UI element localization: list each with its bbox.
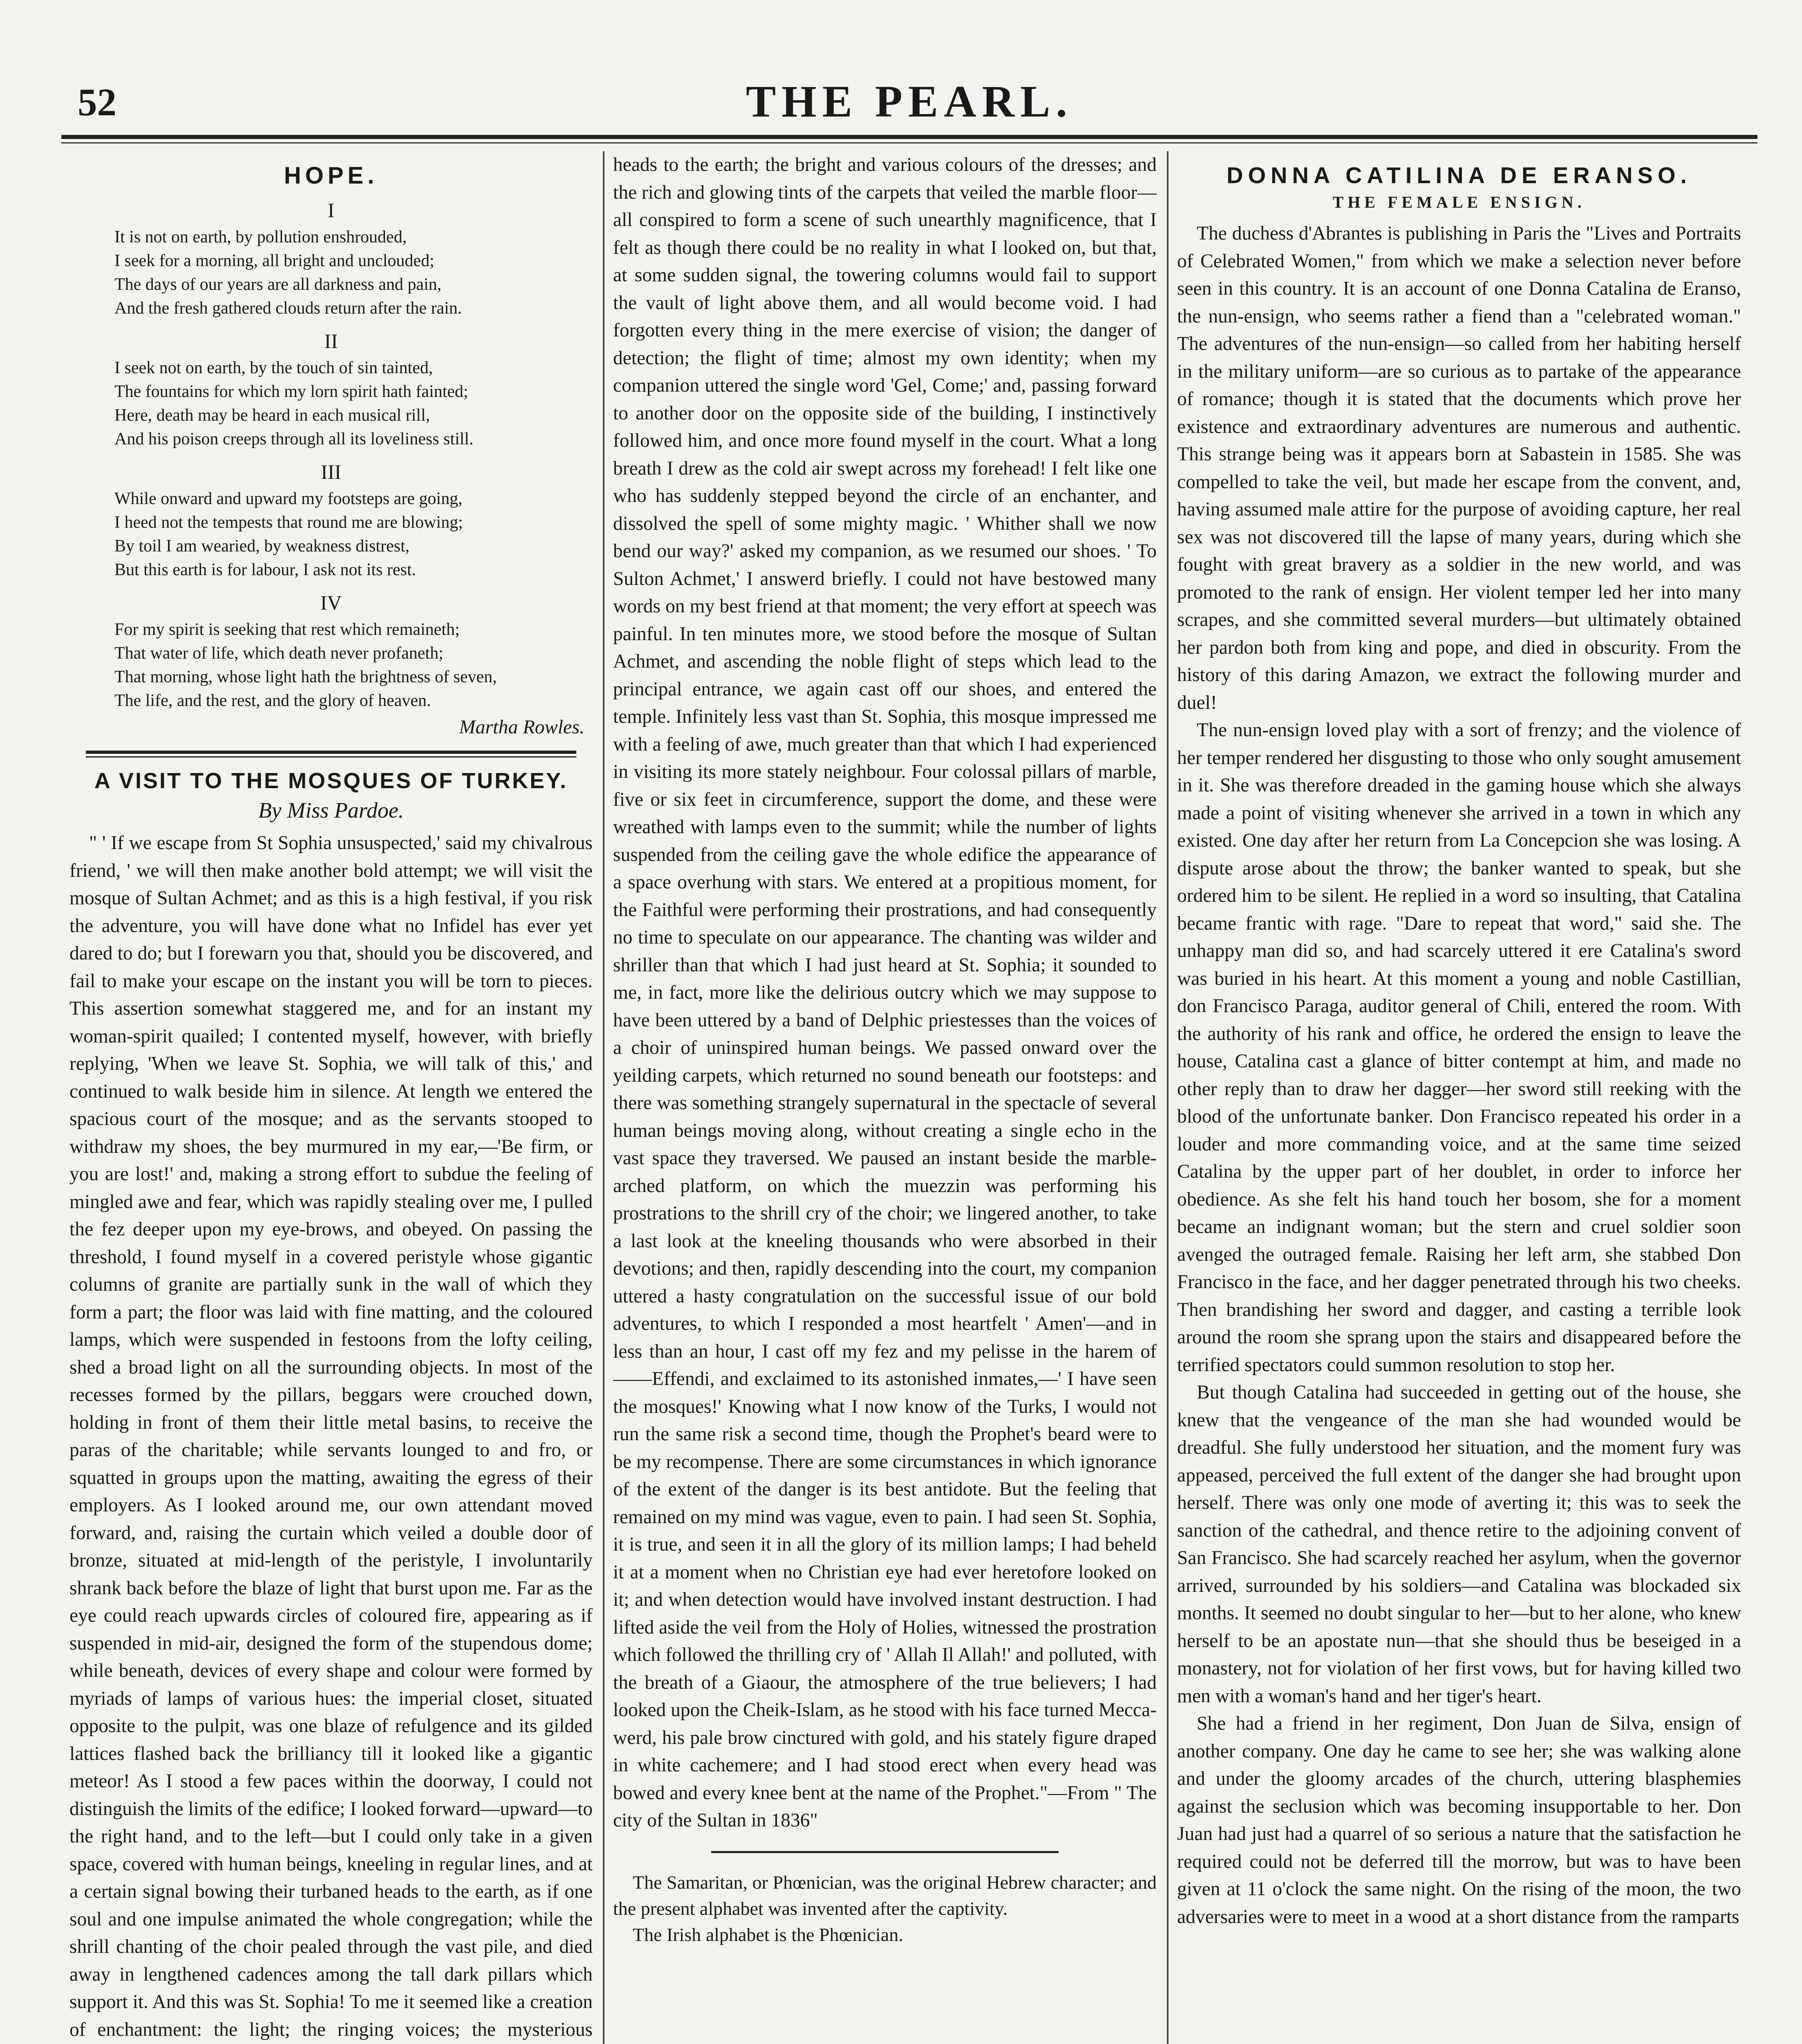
verse-line: And the fresh gathered clouds return after the rain.: [114, 299, 462, 318]
verse-line: But this earth is for labour, I ask not its rest.: [114, 560, 416, 579]
verse-line: While onward and upward my footsteps are going,: [114, 489, 463, 508]
verse-line: I heed not the tempests that round me are blowing;: [114, 513, 463, 532]
verse-line: That morning, whose light hath the brightness of seven,: [114, 668, 497, 686]
poem-title: HOPE.: [284, 162, 378, 189]
stanza-numeral: IV: [320, 591, 342, 614]
section-rule: [86, 751, 576, 754]
column-2: [613, 151, 1157, 2044]
article-byline: By Miss Pardoe.: [258, 798, 404, 823]
article-body: She had a friend in her regiment, Don Juan de Silva, ensign of another company. One day he came to see her; she was walking alone and under the gloomy arcades of the church, uttering blasphemies against the seclusion which was becoming insupportable to her. Don Juan had just had a quarrel of so serious a nature that the satisfaction he required could not be deferred till the morrow, but was to have been given at 11 o'clock the same night. On the rising of the moon, the two adversaries were to meet in a wood at a short distance from the ramparts: [1177, 1713, 1741, 1927]
verse-line: The life, and the rest, and the glory of heaven.: [114, 691, 431, 710]
stanza-numeral: III: [321, 460, 341, 483]
stanza: [69, 225, 593, 320]
verse-line: The fountains for which my lorn spirit hath fainted;: [114, 382, 468, 401]
header-rule-thin: [61, 142, 1757, 143]
stanza: [69, 356, 593, 451]
section-rule: [711, 1851, 1059, 1853]
article-body: The nun-ensign loved play with a sort of frenzy; and the violence of her temper rendered her disgusting to those who only sought amusement in it. She was therefore dreaded in the gaming house which she always made a point of visiting whenever she arrived in a town in which any existed. One day after her return from La Concepcion she was losing. A dispute arose about the throw; the banker wanted to speak, but she ordered him to be silent. He replied in a word so insulting, that Catalina became frantic with rage. "Dare to repeat that word," said she. The unhappy man did so, and had scarcely uttered it ere Catalina's sword was buried in his heart. At this moment a young and noble Castillian, don Francisco Paraga, auditor general of Chili, entered the room. With the authority of his rank and office, he ordered the ensign to leave the house, Catalina cast a glance of bitter contempt at him, and made no other reply than to draw her dagger—her sword still reeking with the blood of the unfortunate banker. Don Francisco repeated his order in a louder and more commanding voice, and at the same time seized Catalina by the upper part of her doublet, in order to inforce her obedience. As she felt his hand touch her bosom, she for a moment became an indignant woman; but the stern and cruel soldier soon avenged the outraged female. Raising her left arm, she stabbed Don Francisco in the face, and her dagger penetrated through his two cheeks. Then brandishing her sword and dagger, and casting a terrible look around the room she sprang upon the stairs and disappeared before the terrified spectators could summon resolution to stop her.: [1177, 719, 1741, 1376]
header-rule: [61, 135, 1757, 139]
article-body: The duchess d'Abrantes is publishing in Paris the "Lives and Portraits of Celebrated Women," from which we make a selection never before seen in this country. It is an account of one Donna Catalina de Eranso, the nun-ensign, who seems rather a fiend than a "celebrated woman." The adventures of the nun-ensign—so called from her habiting herself in the military uniform—are so curious as to partake of the appearance of romance; though it is stated that the documents which prove her existence and extraordinary adventures are numerous and authentic. This strange being was it appears born at Sabastein in 1585. She was compelled to take the veil, but made her escape from the convent, and, having assumed male attire for the purpose of avoiding capture, her real sex was not discovered till the lapse of many years, during which she fought with great bravery as a soldier in the new world, and was promoted to the rank of ensign. Her violent temper led her into many scrapes, and she committed several murders—but ultimately obtained her pardon both from king and pope, and died in obscurity. From the history of this daring Amazon, we extract the following murder and duel!: [1177, 223, 1741, 713]
verse-line: For my spirit is seeking that rest which remaineth;: [114, 620, 460, 639]
column-divider: [603, 151, 604, 2044]
verse-line: That water of life, which death never profaneth;: [114, 644, 443, 663]
article-mosques: [69, 768, 593, 2044]
page-number: 52: [78, 81, 116, 124]
article-body: But though Catalina had succeeded in getting out of the house, she knew that the vengeance of the man she had wounded would be dreadful. She fully understood her situation, and the moment fury was appeased, perceived the full extent of the danger she had brought upon herself. There was only one mode of averting it; this was to seek the sanction of the cathedral, and thence retire to the adjoining convent of San Francisco. She had scarcely reached her asylum, when the governor arrived, surrounded by his soldiers—and Catalina was blockaded six months. It seemed no doubt singular to her—but to her alone, who knew herself to be an apostate nun—that she should thus be beseiged in a monastery, not for violation of her first vows, but for having killed two men with a woman's hand and her tiger's heart.: [1177, 1382, 1741, 1707]
article-body-continued: heads to the earth; the bright and various colours of the dresses; and the rich and glowing tints of the carpets that veiled the marble floor—all conspired to form a scene of such unearthly magnificence, that I felt as though there could be no reality in what I looked on, but that, at some sudden signal, the towering columns would fail to support the vault of light above them, and all would become void. I had forgotten every thing in the mere exercise of vision; the danger of detection; the flight of time; almost my own identity; when my companion uttered the single word 'Gel, Come;' and, passing forward to another door on the opposite side of the building, I instinctively followed him, and once more found myself in the court. What a long breath I drew as the cold air swept across my forehead! I felt like one who has suddenly stepped beyond the circle of an enchanter, and dissolved the spell of some mighty magic. ' Whither shall we now bend our way?' asked my companion, as we resumed our shoes. ' To Sulton Achmet,' I answerd briefly. I could not have bestowed many words on my best friend at that moment; the very effort at speech was painful. In ten minutes more, we stood before the mosque of Sultan Achmet, and ascending the noble flight of steps which lead to the principal entrance, we again cast off our shoes, and entered the temple. Infinitely less vast than St. Sophia, this mosque impressed me with a feeling of awe, much greater than that which I had experienced in visiting its more stately neighbour. Four colossal pillars of marble, five or six feet in circumference, support the dome, and these were wreathed with lamps even to the summit; while the number of lights suspended from the ceiling gave the whole edifice the appearance of a space overhung with stars. We entered at a propitious moment, for the Faithful were performing their prostrations, and had consequently no time to speculate on our appearance. The chanting was wilder and shriller than that which I had just heard at St. Sophia; it sounded to me, in fact, more like the delirious outcry which we may suppose to have been uttered by a band of Delphic priestesses than the voices of a choir of uninspired human beings. We passed onward over the yeilding carpets, which returned no sound beneath our footsteps: and there was something strangely supernatural in the spectacle of several human beings moving along, without creating a single echo in the vast space they traversed. We paused an instant beside the marble-arched platform, on which the muezzin was performing his prostrations to the shrill cry of the choir; we lingered another, to take a last look at the kneeling thousands who were absorbed in their devotions; and then, rapidly descending into the court, my companion uttered a hasty congratulation on the successful issue of our bold adventures, to which I responded a most heartfelt ' Amen'—and in less than an hour, I cast off my fez and my pelisse in the harem of——Effendi, and exclaimed to its astonished inmates,—' I have seen the mosques!' Knowing what I now know of the Turks, I would not run the same risk a second time, though the Prophet's beard were to be my recompense. There are some circumstances in which ignorance of the extent of the danger is its best antidote. But the feeling that remained on my mind was vague, even to pain. I had seen St. Sophia, it is true, and seen it in all the glory of its million lamps; I had beheld it at a moment when no Christian eye had ever heretofore looked on it; and when detection would have involved instant destruction. I had lifted aside the veil from the Holy of Holies, witnessed the prostration which followed the thrilling cry of ' Allah Il Allah!' and polluted, with the breath of a Giaour, the atmosphere of the true believers; I had looked upon the Cheik-Islam, as he stood with his face turned Mecca-werd, his pale brow cinctured with gold, and his stately figure draped in white cachemere; and I had stood erect when every head was bowed and every knee bent at the name of the Prophet."—From " The city of the Sultan in 1836": [613, 154, 1157, 1831]
poem-hope: [69, 162, 593, 738]
article-subtitle: THE FEMALE ENSIGN.: [1332, 193, 1586, 211]
masthead: THE PEARL.: [745, 76, 1073, 126]
article-title: A VISIT TO THE MOSQUES OF TURKEY.: [94, 769, 568, 793]
verse-line: I seek for a morning, all bright and unclouded;: [114, 251, 434, 270]
verse-line: And his poison creeps through all its loveliness still.: [114, 430, 474, 448]
article-body: " ' If we escape from St Sophia unsuspected,' said my chivalrous friend, ' we will then make another bold attempt; we will visit the mosque of Sultan Achmet; and as this is a high festival, if you risk the adventure, you will have done what no Infidel has ever yet dared to do; but I forewarn you that, should you be discovered, and fail to make your escape on the instant you will be torn to pieces. This assertion somewhat staggered me, and for an instant my woman-spirit quailed; I contented myself, however, with briefly replying, 'When we leave St. Sophia, we will talk of this,' and continued to walk beside him in silence. At length we entered the spacious court of the mosque; and as the servants stooped to withdraw my shoes, the bey murmured in my ear,—'Be firm, or you are lost!' and, making a strong effort to subdue the feeling of mingled awe and fear, which was rapidly stealing over me, I pulled the fez deeper upon my eye-brows, and obeyed. On passing the threshold, I found myself in a covered peristyle whose gigantic columns of granite are partially sunk in the wall of which they form a part; the floor was laid with fine matting, and the coloured lamps, which were suspended in festoons from the lofty ceiling, shed a broad light on all the surrounding objects. In most of the recesses formed by the pillars, beggars were crouched down, holding in front of them their little metal basins, to receive the paras of the charitable; while servants lounged to and fro, or squatted in groups upon the matting, awaiting the egress of their employers. As I looked around me, our own attendant moved forward, and, raising the curtain which veiled a double door of bronze, situated at mid-length of the peristyle, I involuntarily shrank back before the blaze of light that burst upon me. Far as the eye could reach upwards circles of coloured fire, appearing as if suspended in mid-air, designed the form of the stupendous dome; while beneath, devices of every shape and colour were formed by myriads of lamps of various hues: the imperial closet, situated opposite to the pulpit, was one blaze of refulgence and its gilded lattices flashed back the brilliancy till it looked like a gigantic meteor! As I stood a few paces within the doorway, I could not distinguish the limits of the edifice; I looked forward—upward—to the right hand, and to the left—but I could only take in a given space, covered with human beings, kneeling in regular lines, and at a certain signal bowing their turbaned heads to the earth, as if one soul and one impulse animated the whole congregation; while the shrill chanting of the choir pealed through the vast pile, and died away in lengthened cadences among the tall dark pillars which support it. And this was St. Sophia! To me it seemed like a creation of enchantment: the light; the ringing voices; the mysterious: [69, 832, 593, 2040]
note-irish-alphabet: The Irish alphabet is the Phœnician.: [633, 1924, 903, 1945]
verse-line: The days of our years are all darkness and pain,: [114, 275, 442, 294]
stanza: [69, 618, 593, 713]
stanza-numeral: I: [327, 199, 335, 222]
column-1: [69, 151, 593, 2044]
verse-line: I seek not on earth, by the touch of sin tainted,: [114, 359, 433, 377]
column-3: [1177, 151, 1741, 2044]
article-title: DONNA CATILINA DE ERANSO.: [1227, 162, 1692, 188]
page-header: [61, 72, 1757, 153]
verse-line: By toil I am wearied, by weakness distrest,: [114, 537, 410, 556]
verse-line: It is not on earth, by pollution enshrouded,: [114, 228, 407, 247]
section-rule-thin: [86, 756, 576, 758]
verse-line: Here, death may be heard in each musical rill,: [114, 406, 430, 425]
stanza: [69, 487, 593, 582]
column-divider: [1167, 151, 1169, 2044]
note-samaritan: The Samaritan, or Phœnician, was the original Hebrew character; and the present alphabet was invented after the captivity.: [613, 1871, 1157, 1919]
poem-author: Martha Rowles.: [459, 716, 584, 738]
stanza-numeral: II: [324, 329, 338, 352]
